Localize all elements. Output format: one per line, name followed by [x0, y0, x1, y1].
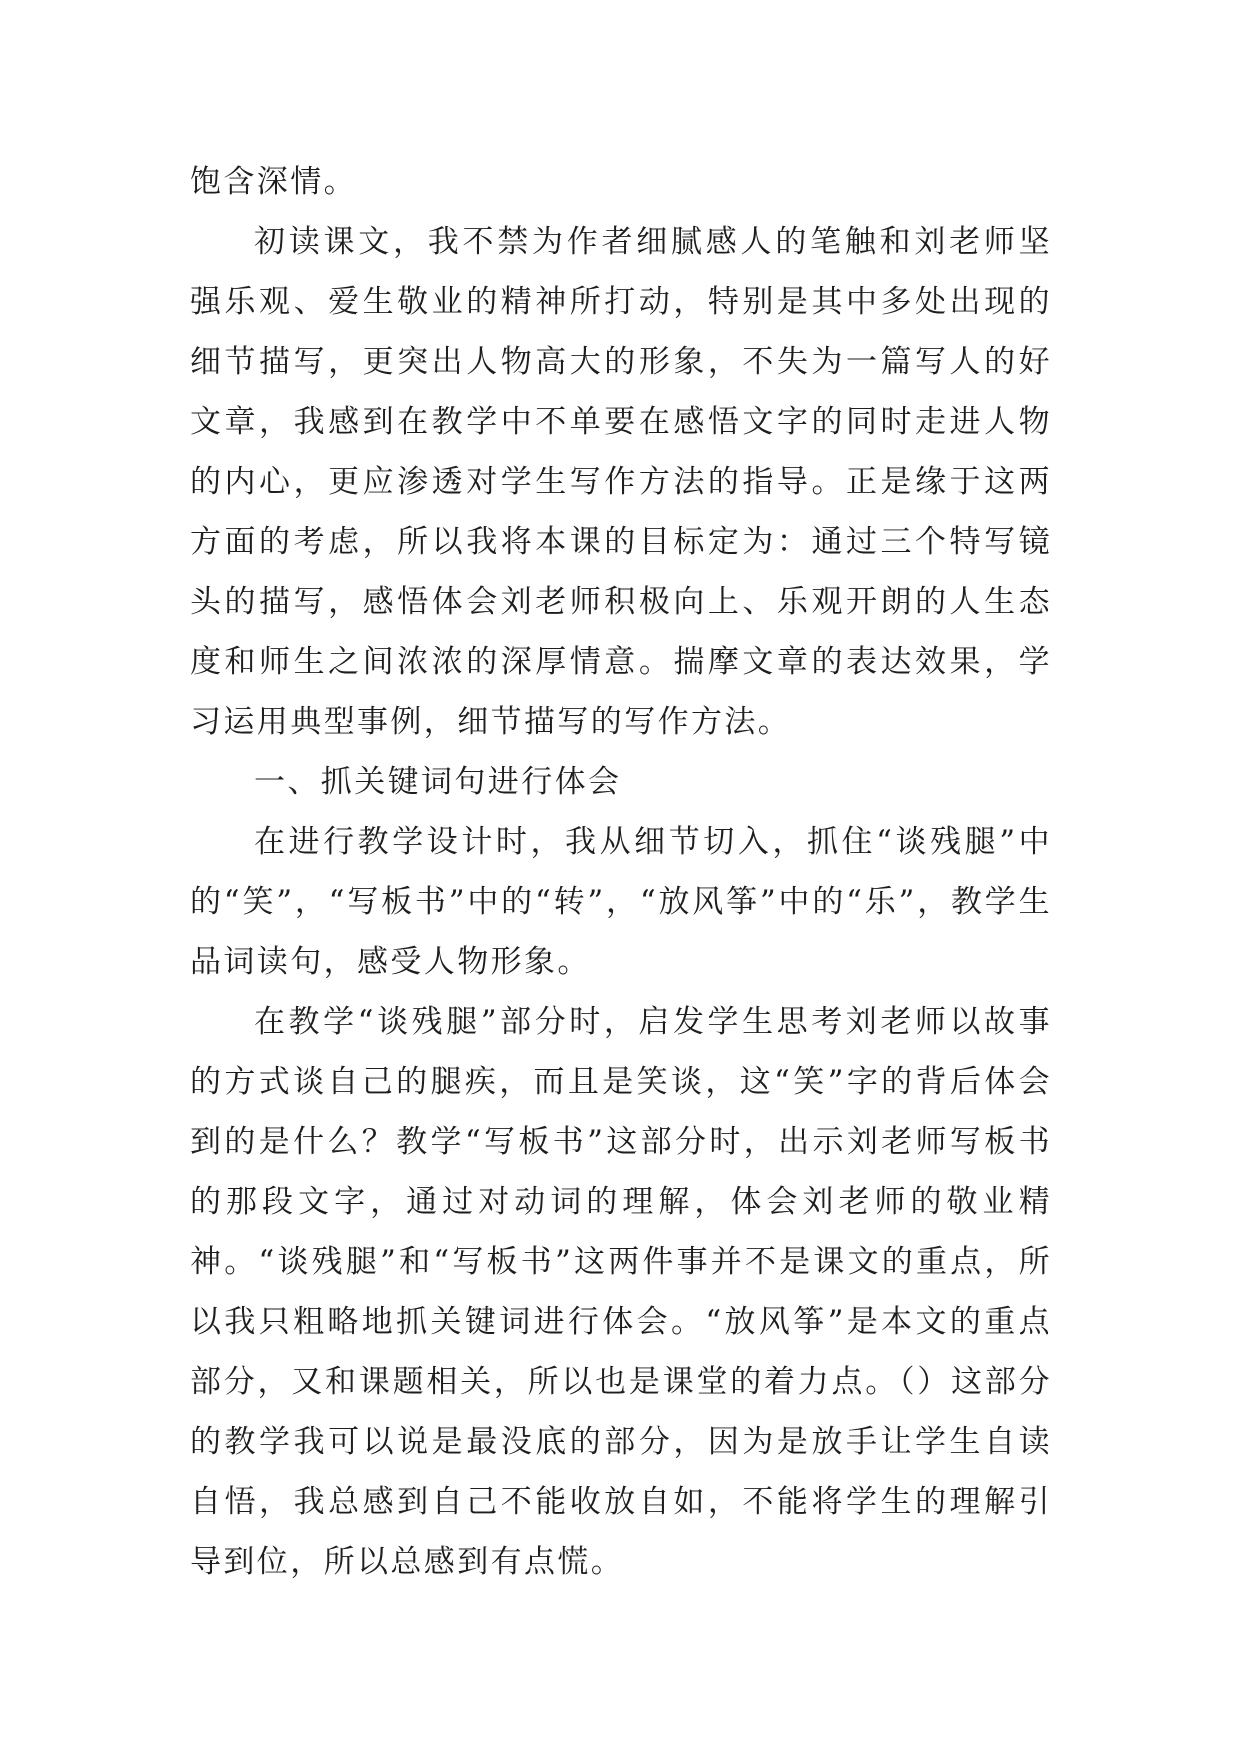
paragraph-first-reading: 初读课文，我不禁为作者细腻感人的笔触和刘老师坚强乐观、爱生敬业的精神所打动，特别是其中多处出现的细节描写，更突出人物高大的形象，不失为一篇写人的好文章，我感到在教学中不单要在感悟文字的同时走进人物的内心，更应渗透对学生写作方法的指导。正是缘于这两方面的考虑，所以我将本课的目标定为：通过三个特写镜头的描写，感悟体会刘老师积极向上、乐观开朗的人生态度和师生之间浓浓的深厚情意。揣摩文章的表达效果，学习运用典型事例，细节描写的写作方法。 — [190, 224, 1052, 740]
paragraph-continuation: 饱含深情。 — [190, 164, 357, 200]
document-body — [190, 152, 1052, 1592]
paragraph-teaching-design: 在进行教学设计时，我从细节切入，抓住“谈残腿”中的“笑”，“写板书”中的“转”，“放风筝”中的“乐”，教学生品词读句，感受人物形象。 — [190, 824, 1052, 980]
paragraph-teaching-process: 在教学“谈残腿”部分时，启发学生思考刘老师以故事的方式谈自己的腿疾，而且是笑谈，这“笑”字的背后体会到的是什么？教学“写板书”这部分时，出示刘老师写板书的那段文字，通过对动词的理解，体会刘老师的敬业精神。“谈残腿”和“写板书”这两件事并不是课文的重点，所以我只粗略地抓关键词进行体会。“放风筝”是本文的重点部分，又和课题相关，所以也是课堂的着力点。（）这部分的教学我可以说是最没底的部分，因为是放手让学生自读自悟，我总感到自己不能收放自如，不能将学生的理解引导到位，所以总感到有点慌。 — [190, 1004, 1052, 1580]
section-heading: 一、抓关键词句进行体会 — [254, 764, 622, 800]
